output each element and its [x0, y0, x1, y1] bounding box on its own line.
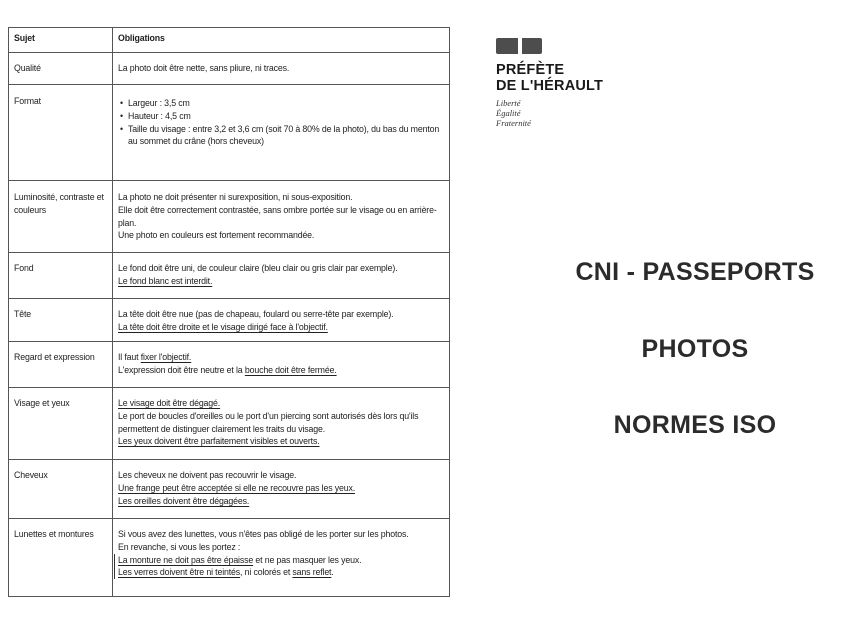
obligation-text-underlined: Le fond blanc est interdit. [118, 275, 213, 286]
format-list [118, 97, 444, 148]
obligation-text [118, 351, 444, 364]
text-fragment-underlined: Les verres doivent être ni teintés [118, 567, 241, 578]
subject-cell: Cheveux [9, 460, 113, 519]
obligation-text-underlined: Le visage doit être dégagé. [118, 398, 221, 408]
table-row-lunettes [9, 519, 450, 597]
obligation-text-underlined: La tête doit être droite et le visage dirigé face à l'objectif. [118, 321, 328, 332]
header-subject: Sujet [9, 28, 113, 53]
glasses-list [118, 554, 444, 580]
obligation-cell [113, 342, 450, 388]
list-item [114, 566, 444, 579]
text-fragment-underlined: bouche doit être fermée. [244, 364, 337, 375]
list-item: • Taille du visage : entre 3,2 et 3,6 cm (soit 70 à 80% de la photo), du bas du menton au sommet du crâne (hors cheveux) [118, 123, 444, 149]
obligation-cell [113, 253, 450, 299]
subject-cell: Regard et expression [9, 342, 113, 388]
republic-motto [496, 98, 603, 128]
text-fragment: . [331, 567, 334, 578]
obligation-text: Le port de boucles d'oreilles ou le port d'un piercing sont autorisés dès lors qu'ils permettent de distinguer clairement les traits du visage. [118, 410, 419, 434]
text-fragment-underlined: La monture ne doit pas être épaisse [118, 554, 254, 565]
prefecture-name [496, 62, 603, 94]
subject-cell: Visage et yeux [9, 388, 113, 460]
subject-cell: Luminosité, contraste et couleurs [9, 181, 113, 253]
motto-line: Fraternité [496, 118, 531, 128]
obligation-text: Une photo en couleurs est fortement recommandée. [118, 230, 315, 241]
prefecture-name-line: DE L'HÉRAULT [496, 78, 604, 94]
subject-cell: Fond [9, 253, 113, 299]
obligation-text: Si vous avez des lunettes, vous n'êtes pas obligé de les porter sur les photos. [118, 529, 409, 539]
table-row-fond [9, 253, 450, 299]
table-row-format [9, 85, 450, 181]
motto-line: Égalité [496, 108, 521, 118]
obligation-text-underlined: Les oreilles doivent être dégagées. [118, 495, 250, 506]
text-fragment: et ne pas masquer les yeux. [253, 554, 362, 565]
prefecture-name-line: PRÉFÈTE [496, 62, 565, 78]
photo-requirements-table [8, 27, 450, 597]
subject-cell: Lunettes et montures [9, 519, 113, 597]
obligation-cell [113, 460, 450, 519]
header-obligations: Obligations [113, 28, 450, 53]
table-row-tete [9, 299, 450, 342]
table-row-visage [9, 388, 450, 460]
table-header-row [9, 28, 450, 53]
title-photos: PHOTOS [641, 335, 749, 363]
prefecture-logo [496, 38, 603, 128]
motto-line: Liberté [496, 98, 521, 108]
marianne-flag-icon [496, 38, 542, 54]
obligation-cell [113, 299, 450, 342]
title-normes-iso: NORMES ISO [613, 411, 777, 439]
text-fragment: Il faut [118, 352, 141, 362]
obligation-text: La photo doit être nette, sans pliure, ni traces. [118, 63, 290, 73]
obligation-cell [113, 181, 450, 253]
obligation-text: Les cheveux ne doivent pas recouvrir le visage. [118, 470, 297, 480]
subject-cell: Format [9, 85, 113, 181]
subject-cell: Qualité [9, 53, 113, 85]
text-fragment-underlined: sans reflet [292, 567, 332, 578]
subject-cell: Tête [9, 299, 113, 342]
obligation-cell [113, 388, 450, 460]
list-item [114, 554, 444, 567]
list-item: • Hauteur : 4,5 cm [118, 110, 444, 123]
obligation-text-underlined: Les yeux doivent être parfaitement visibles et ouverts. [118, 436, 320, 447]
obligation-text: En revanche, si vous les portez : [118, 541, 241, 552]
list-item: • Largeur : 3,5 cm [118, 97, 444, 110]
text-fragment-underlined: fixer l'objectif. [140, 352, 192, 362]
obligation-text [118, 364, 444, 377]
table-row-luminosite [9, 181, 450, 253]
text-fragment: L'expression doit être neutre et la [118, 364, 245, 375]
title-cni-passeports: CNI - PASSEPORTS [575, 258, 815, 286]
obligation-cell [113, 519, 450, 597]
text-fragment: , ni colorés et [240, 567, 293, 578]
table-row-regard [9, 342, 450, 388]
obligation-cell [113, 53, 450, 85]
obligation-text: Elle doit être correctement contrastée, sans ombre portée sur le visage ou en arrière-plan. [118, 204, 437, 228]
obligation-text: Le fond doit être uni, de couleur claire (bleu clair ou gris clair par exemple). [118, 263, 398, 273]
table-row-qualite [9, 53, 450, 85]
obligation-cell [113, 85, 450, 181]
obligation-text: La tête doit être nue (pas de chapeau, foulard ou serre-tête par exemple). [118, 309, 394, 319]
obligation-text-underlined: Une frange peut être acceptée si elle ne recouvre pas les yeux. [118, 482, 356, 493]
table-row-cheveux [9, 460, 450, 519]
obligation-text: La photo ne doit présenter ni surexposition, ni sous-exposition. [118, 192, 353, 202]
